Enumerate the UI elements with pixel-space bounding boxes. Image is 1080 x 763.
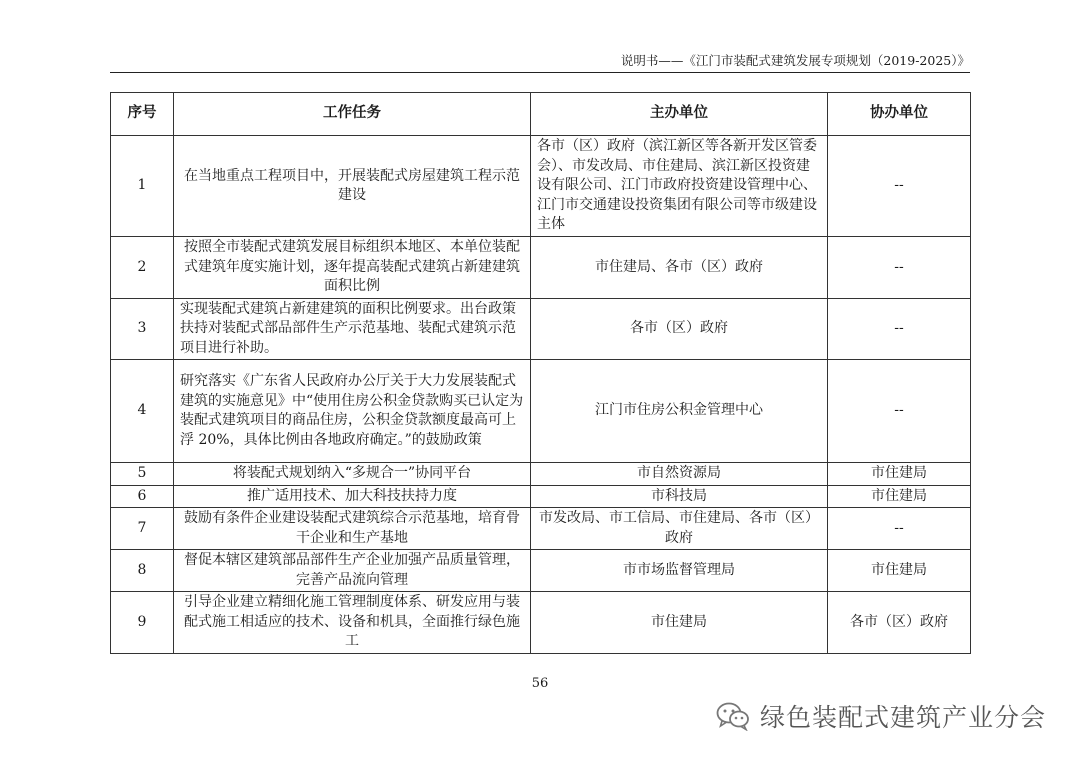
row-co-unit: --: [828, 136, 971, 237]
row-main-unit: 各市（区）政府（滨江新区等各新开发区管委会）、市发改局、市住建局、滨江新区投资建设有限公司、江门市政府投资建设管理中心、江门市交通建设投资集团有限公司等市级建设主体: [531, 136, 828, 237]
table-row: [111, 298, 971, 360]
row-task: 督促本辖区建筑部品部件生产企业加强产品质量管理，完善产品流向管理: [174, 550, 531, 592]
row-task: 按照全市装配式建筑发展目标组织本地区、本单位装配式建筑年度实施计划，逐年提高装配式建筑占新建建筑面积比例: [174, 237, 531, 299]
row-num: 2: [111, 237, 174, 299]
watermark: [716, 696, 1046, 736]
row-co-unit: --: [828, 298, 971, 360]
row-main-unit: 市自然资源局: [531, 463, 828, 486]
row-num: 6: [111, 485, 174, 508]
row-main-unit: 江门市住房公积金管理中心: [531, 360, 828, 463]
row-task: 鼓励有条件企业建设装配式建筑综合示范基地，培育骨干企业和生产基地: [174, 508, 531, 550]
row-num: 1: [111, 136, 174, 237]
row-num: 4: [111, 360, 174, 463]
table-row: [111, 237, 971, 299]
header-co-unit: 协办单位: [828, 93, 971, 136]
document-header: [110, 50, 970, 73]
row-co-unit: 市住建局: [828, 485, 971, 508]
table-row: [111, 508, 971, 550]
row-main-unit: 各市（区）政府: [531, 298, 828, 360]
row-main-unit: 市住建局: [531, 592, 828, 654]
table-row: [111, 485, 971, 508]
row-main-unit: 市科技局: [531, 485, 828, 508]
row-num: 8: [111, 550, 174, 592]
row-co-unit: 市住建局: [828, 550, 971, 592]
row-task: 在当地重点工程项目中，开展装配式房屋建筑工程示范建设: [174, 136, 531, 237]
row-task: 实现装配式建筑占新建建筑的面积比例要求。出台政策扶持对装配式部品部件生产示范基地、装配式建筑示范项目进行补助。: [174, 298, 531, 360]
row-main-unit: 市发改局、市工信局、市住建局、各市（区）政府: [531, 508, 828, 550]
row-task: 研究落实《广东省人民政府办公厅关于大力发展装配式建筑的实施意见》中“使用住房公积金贷款购买已认定为装配式建筑项目的商品住房，公积金贷款额度最高可上浮 20%，具体比例由各地政府确定。”的鼓励政策: [174, 360, 531, 463]
row-co-unit: 各市（区）政府: [828, 592, 971, 654]
row-task: 引导企业建立精细化施工管理制度体系、研发应用与装配式施工相适应的技术、设备和机具，全面推行绿色施工: [174, 592, 531, 654]
row-co-unit: 市住建局: [828, 463, 971, 486]
row-num: 3: [111, 298, 174, 360]
row-task: 将装配式规划纳入“多规合一”协同平台: [174, 463, 531, 486]
header-task: 工作任务: [174, 93, 531, 136]
row-co-unit: --: [828, 237, 971, 299]
table-row: [111, 136, 971, 237]
header-main-unit: 主办单位: [531, 93, 828, 136]
table-row: [111, 550, 971, 592]
row-num: 7: [111, 508, 174, 550]
row-main-unit: 市住建局、各市（区）政府: [531, 237, 828, 299]
task-table: [110, 92, 971, 654]
watermark-text: 绿色装配式建筑产业分会: [759, 703, 1046, 732]
wechat-icon: [716, 701, 750, 731]
row-co-unit: --: [828, 508, 971, 550]
page-number: 56: [531, 676, 549, 691]
header-num: 序号: [111, 93, 174, 136]
row-num: 9: [111, 592, 174, 654]
row-num: 5: [111, 463, 174, 486]
table-row: [111, 360, 971, 463]
table-row: [111, 463, 971, 486]
row-co-unit: --: [828, 360, 971, 463]
row-main-unit: 市市场监督管理局: [531, 550, 828, 592]
row-task: 推广适用技术、加大科技扶持力度: [174, 485, 531, 508]
header-text: 说明书——《江门市装配式建筑发展专项规划（2019-2025）》: [620, 53, 970, 68]
table-row: [111, 592, 971, 654]
table-header-row: [111, 93, 971, 136]
